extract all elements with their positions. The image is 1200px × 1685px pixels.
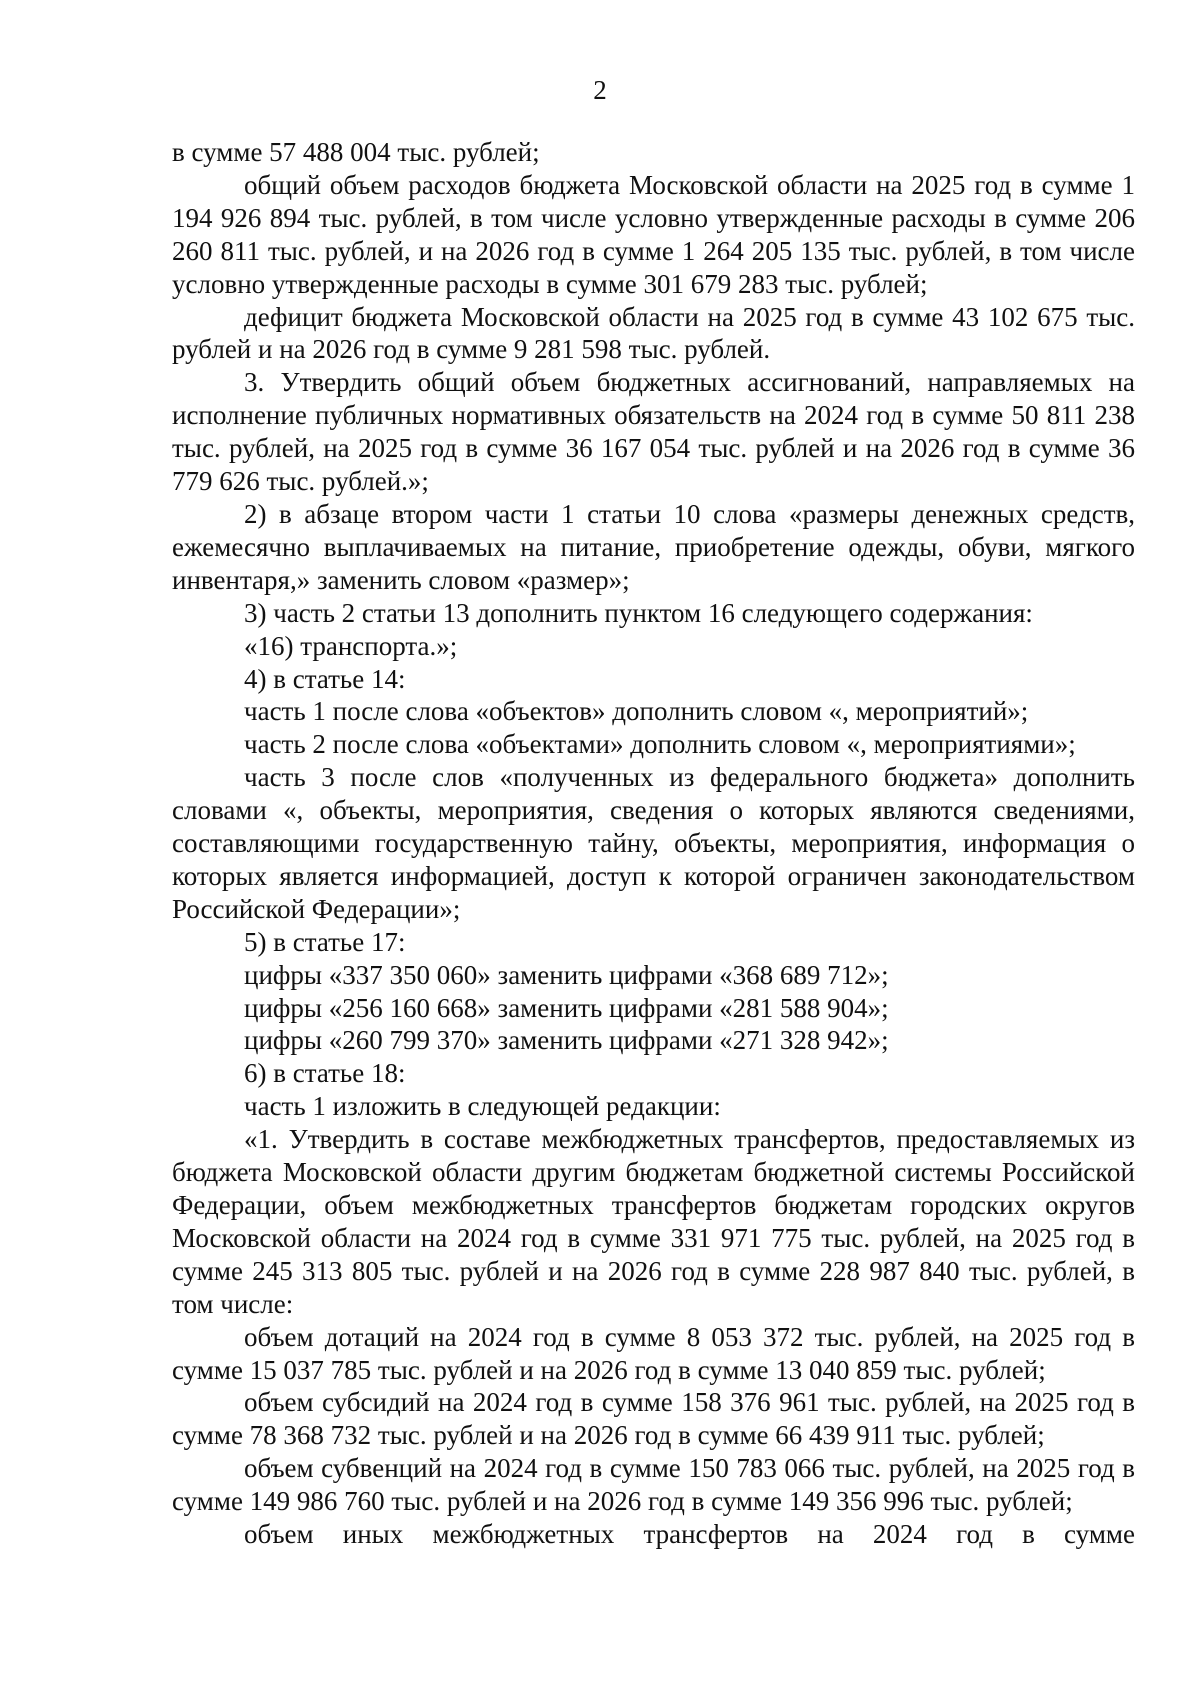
- paragraph: 4) в статье 14:: [244, 663, 406, 694]
- paragraph: общий объем расходов бюджета Московской области на 2025 год в сумме 1 194 926 894 тыс. рублей, в том числе условно утвержденные расходы в сумме 206 260 811 тыс. рублей, и на 2026 год в сумме 1 264 205 135 тыс. рублей, в том числе условно утвержденные расходы в сумме 301 679 283 тыс. рублей;: [172, 169, 1135, 299]
- paragraph: 5) в статье 17:: [244, 926, 406, 957]
- paragraph: «1. Утвердить в составе межбюджетных трансфертов, предоставляемых из бюджета Московской области другим бюджетам бюджетной системы Российской Федерации, объем межбюджетных трансфертов бюджетам городских округов Московской области на 2024 год в сумме 331 971 775 тыс. рублей, на 2025 год в сумме 245 313 805 тыс. рублей и на 2026 год в сумме 228 987 840 тыс. рублей, в том числе:: [172, 1124, 1135, 1319]
- page-number: 2: [593, 75, 607, 105]
- paragraph: часть 1 после слова «объектов» дополнить словом «, мероприятий»;: [244, 696, 1029, 727]
- paragraph: объем субвенций на 2024 год в сумме 150 783 066 тыс. рублей, на 2025 год в сумме 149 986 760 тыс. рублей и на 2026 год в сумме 149 356 996 тыс. рублей;: [172, 1453, 1135, 1517]
- paragraph: 3) часть 2 статьи 13 дополнить пунктом 16 следующего содержания:: [244, 597, 1033, 628]
- paragraph: в сумме 57 488 004 тыс. рублей;: [172, 137, 540, 167]
- paragraph: часть 1 изложить в следующей редакции:: [244, 1091, 721, 1122]
- paragraph: объем субсидий на 2024 год в сумме 158 376 961 тыс. рублей, на 2025 год в сумме 78 368 732 тыс. рублей и на 2026 год в сумме 66 439 911 тыс. рублей;: [172, 1387, 1135, 1451]
- paragraph: цифры «256 160 668» заменить цифрами «281 588 904»;: [244, 992, 889, 1023]
- document-body: [172, 136, 1135, 1551]
- paragraph: объем иных межбюджетных трансфертов на 2024 год в сумме: [244, 1519, 1135, 1550]
- paragraph: 3. Утвердить общий объем бюджетных ассигнований, направляемых на исполнение публичных нормативных обязательств на 2024 год в сумме 50 811 238 тыс. рублей, на 2025 год в сумме 36 167 054 тыс. рублей и на 2026 год в сумме 36 779 626 тыс. рублей.»;: [172, 367, 1135, 497]
- paragraph: объем дотаций на 2024 год в сумме 8 053 372 тыс. рублей, на 2025 год в сумме 15 037 785 тыс. рублей и на 2026 год в сумме 13 040 859 тыс. рублей;: [172, 1321, 1135, 1385]
- paragraph: часть 2 после слова «объектами» дополнить словом «, мероприятиями»;: [244, 729, 1076, 760]
- paragraph: 2) в абзаце втором части 1 статьи 10 слова «размеры денежных средств, ежемесячно выплачиваемых на питание, приобретение одежды, обуви, мягкого инвентаря,» заменить словом «размер»;: [172, 498, 1135, 595]
- paragraph: «16) транспорта.»;: [244, 630, 458, 661]
- paragraph: цифры «337 350 060» заменить цифрами «368 689 712»;: [244, 959, 889, 990]
- paragraph: часть 3 после слов «полученных из федерального бюджета» дополнить словами «, объекты, мероприятия, сведения о которых являются сведениями, составляющими государственную тайну, объекты, мероприятия, информация о которых является информацией, доступ к которой ограничен законодательством Российской Федерации»;: [172, 762, 1135, 924]
- paragraph: цифры «260 799 370» заменить цифрами «271 328 942»;: [244, 1025, 889, 1056]
- paragraph: дефицит бюджета Московской области на 2025 год в сумме 43 102 675 тыс. рублей и на 2026 год в сумме 9 281 598 тыс. рублей.: [172, 301, 1135, 365]
- paragraph: 6) в статье 18:: [244, 1058, 406, 1089]
